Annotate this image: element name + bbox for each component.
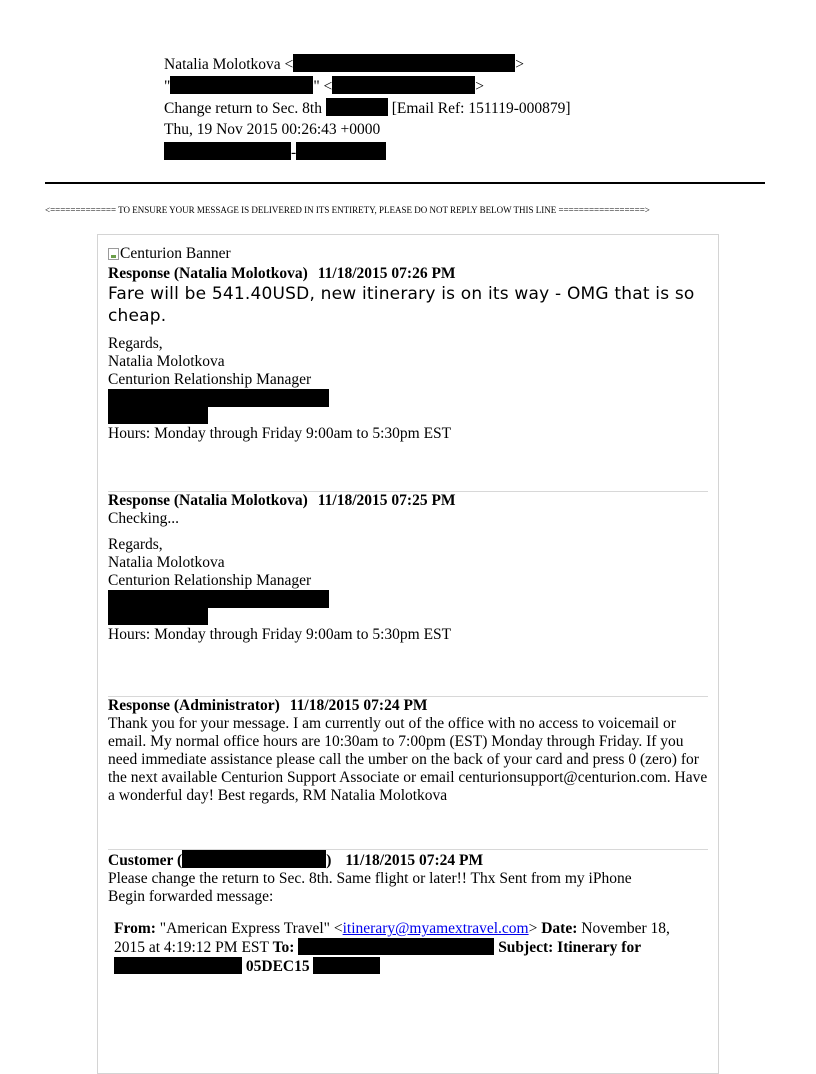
forwarded-header (114, 920, 704, 976)
header-divider (45, 182, 765, 184)
fwd-from-label: From: (114, 920, 156, 937)
fwd-date-value-cont: 2015 at 4:19:12 PM EST (114, 939, 269, 956)
response-header (108, 697, 708, 715)
fwd-date-value: November 18, (581, 920, 670, 937)
response-entry (108, 245, 708, 443)
attachments-value[interactable] (164, 142, 386, 162)
signature-regards: Regards, (108, 536, 163, 553)
fwd-from-close: > (528, 920, 538, 937)
redacted-contact (108, 608, 208, 625)
redacted-contact (108, 407, 208, 424)
redacted-recipient (298, 938, 494, 955)
signature (108, 335, 708, 443)
centurion-banner (108, 245, 231, 263)
signature-hours: Hours: Monday through Friday 9:00am to 5:30pm EST (108, 626, 452, 643)
redacted-text (326, 98, 388, 116)
redacted-contact (108, 389, 329, 407)
redacted-contact (108, 590, 329, 608)
fwd-from-email-link[interactable]: itinerary@myamextravel.com (342, 920, 529, 937)
to-quote-open: " (164, 78, 171, 95)
attachment-sep: - (291, 144, 297, 161)
from-value (164, 54, 524, 74)
signature-name: Natalia Molotkova (108, 554, 225, 571)
redacted-subject (114, 957, 242, 974)
customer-entry (108, 850, 708, 906)
redacted-email (332, 76, 475, 94)
response-timestamp: 11/18/2015 07:26 PM (317, 265, 456, 282)
redacted-email (293, 54, 515, 72)
signature-regards: Regards, (108, 335, 163, 352)
from-name: Natalia Molotkova < (164, 56, 294, 73)
forward-intro: Begin forwarded message: (108, 888, 274, 905)
to-close: > (475, 78, 485, 95)
response-entry (108, 492, 708, 644)
response-timestamp: 11/18/2015 07:25 PM (317, 492, 456, 509)
message-thread (97, 234, 719, 1074)
customer-author-close: ) (326, 852, 332, 869)
subject-ref: [Email Ref: 151119-000879] (391, 100, 571, 117)
subject-value (164, 98, 571, 118)
response-entry (108, 697, 708, 805)
customer-author: Customer ( (108, 852, 183, 869)
response-author: Response (Administrator) (108, 697, 280, 714)
broken-image-icon (108, 248, 119, 260)
response-author: Response (Natalia Molotkova) (108, 492, 308, 509)
response-timestamp: 11/18/2015 07:24 PM (289, 697, 428, 714)
redacted-name (170, 76, 313, 94)
date-value: Thu, 19 Nov 2015 00:26:43 +0000 (164, 121, 381, 138)
response-header (108, 492, 708, 510)
customer-message: Please change the return to Sec. 8th. Same flight or later!! Thx Sent from my iPhone (108, 870, 632, 887)
signature-name: Natalia Molotkova (108, 353, 225, 370)
response-author: Response (Natalia Molotkova) (108, 265, 308, 282)
response-body: Checking... (108, 510, 180, 527)
response-body: Thank you for your message. I am currently out of the office with no access to voicemail or email. My normal office hours are 10:30am to 7:00pm (EST) Monday through Friday. If you need immediate assistance please call the umber on the back of your card and press 0 (zero) for the next available Centurion Support Associate or email centurionsupport@centurion.com. Have a wonderful day! Best regards, RM Natalia Molotkova (108, 715, 708, 804)
customer-header (108, 850, 708, 870)
fwd-subject-code: 05DEC15 (245, 958, 310, 975)
redacted-customer-name (182, 850, 326, 868)
to-value (164, 76, 484, 96)
subject-text: Change return to Sec. 8th (164, 100, 322, 117)
fwd-subject-label: Subject: Itinerary for (498, 939, 642, 956)
reply-notice: <============= TO ENSURE YOUR MESSAGE IS DELIVERED IN ITS ENTIRETY, PLEASE DO NOT REPLY BELOW THIS LINE =================> (45, 205, 650, 215)
fwd-date-label: Date: (541, 920, 578, 937)
to-quote-close: " < (313, 78, 333, 95)
banner-alt-text: Centurion Banner (120, 245, 231, 262)
customer-timestamp: 11/18/2015 07:24 PM (345, 852, 484, 869)
signature-role: Centurion Relationship Manager (108, 572, 312, 589)
response-body: Fare will be 541.40USD, new itinerary is on its way - OMG that is so cheap. (108, 284, 695, 326)
signature-role: Centurion Relationship Manager (108, 371, 312, 388)
fwd-from-name: "American Express Travel" < (159, 920, 343, 937)
fwd-to-label: To: (272, 939, 295, 956)
redacted-attachment (296, 142, 386, 160)
redacted-subject (313, 957, 380, 974)
redacted-attachment (164, 142, 291, 160)
response-header (108, 265, 708, 283)
signature (108, 536, 708, 644)
signature-hours: Hours: Monday through Friday 9:00am to 5:30pm EST (108, 425, 452, 442)
from-close: > (515, 56, 525, 73)
